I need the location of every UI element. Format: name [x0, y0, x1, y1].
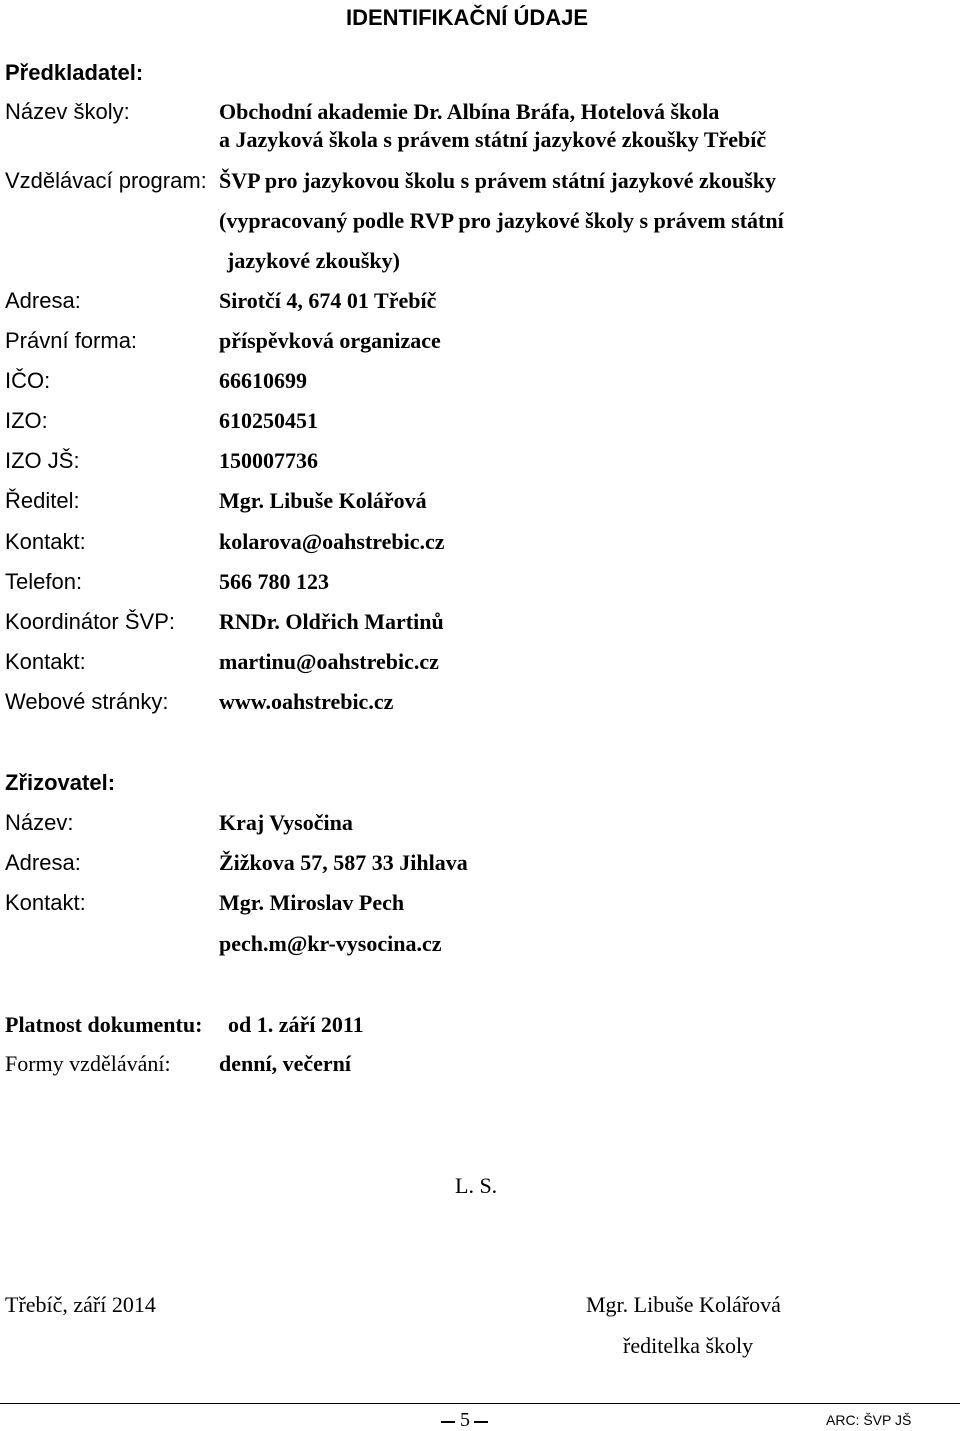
seal-placeholder: L. S.: [455, 1173, 498, 1198]
value-formy: denní, večerní: [219, 1051, 351, 1076]
label-telefon: Telefon:: [5, 569, 83, 594]
label-ico: IČO:: [5, 368, 51, 393]
label-nazev-skoly: Název školy:: [5, 99, 130, 124]
value-nazev-skoly-line2: a Jazyková škola s právem státní jazykové zkoušky Třebíč: [219, 127, 767, 152]
page-number-dash-left: [441, 1421, 455, 1423]
value-ico: 66610699: [219, 368, 307, 393]
label-platnost: Platnost dokumentu:: [5, 1012, 203, 1037]
value-webove-stranky: www.oahstrebic.cz: [219, 689, 394, 714]
label-zrizovatel-kontakt: Kontakt:: [5, 890, 86, 915]
page-number-dash-right: [474, 1421, 488, 1423]
page-title: IDENTIFIKAČNÍ ÚDAJE: [346, 5, 589, 30]
value-telefon: 566 780 123: [219, 569, 329, 594]
label-kontakt-koordinator: Kontakt:: [5, 649, 86, 674]
footer-rule: [0, 1403, 960, 1404]
label-webove-stranky: Webové stránky:: [5, 689, 169, 714]
label-adresa: Adresa:: [5, 288, 81, 313]
value-zrizovatel-kontakt-name: Mgr. Miroslav Pech: [219, 890, 405, 915]
page-number: 5: [460, 1409, 470, 1431]
label-vzdelavaci-program: Vzdělávací program:: [5, 168, 207, 193]
signatory-role: ředitelka školy: [623, 1333, 754, 1358]
section-heading-predkladatel: Předkladatel:: [5, 60, 144, 85]
value-reditel: Mgr. Libuše Kolářová: [219, 488, 427, 513]
value-kontakt-reditel: kolarova@oahstrebic.cz: [219, 529, 445, 554]
value-nazev-skoly-line1: Obchodní akademie Dr. Albína Bráfa, Hotelová škola: [219, 99, 720, 124]
value-izo-js: 150007736: [219, 448, 318, 473]
section-heading-zrizovatel: Zřizovatel:: [5, 770, 116, 795]
value-zrizovatel-nazev: Kraj Vysočina: [219, 810, 353, 835]
value-vzdelavaci-program-line1: ŠVP pro jazykovou školu s právem státní jazykové zkoušky: [219, 168, 776, 193]
footer-doc-code: ARC: ŠVP JŠ: [826, 1412, 912, 1428]
label-reditel: Ředitel:: [5, 488, 80, 513]
label-zrizovatel-nazev: Název:: [5, 810, 74, 835]
value-koordinator: RNDr. Oldřich Martinů: [219, 609, 444, 634]
value-izo: 610250451: [219, 408, 318, 433]
label-formy: Formy vzdělávání:: [5, 1051, 171, 1076]
label-izo: IZO:: [5, 408, 48, 433]
label-pravni-forma: Právní forma:: [5, 328, 138, 353]
label-zrizovatel-adresa: Adresa:: [5, 850, 81, 875]
label-koordinator: Koordinátor ŠVP:: [5, 609, 175, 634]
value-zrizovatel-kontakt-email: pech.m@kr-vysocina.cz: [219, 931, 442, 956]
value-adresa: Sirotčí 4, 674 01 Třebíč: [219, 288, 437, 313]
label-izo-js: IZO JŠ:: [5, 448, 80, 473]
value-zrizovatel-adresa: Žižkova 57, 587 33 Jihlava: [219, 850, 468, 875]
label-kontakt-reditel: Kontakt:: [5, 529, 86, 554]
signatory-name: Mgr. Libuše Kolářová: [586, 1292, 781, 1317]
value-kontakt-koordinator: martinu@oahstrebic.cz: [219, 649, 439, 674]
value-vzdelavaci-program-line2: (vypracovaný podle RVP pro jazykové školy s právem státní: [219, 208, 784, 233]
value-pravni-forma: příspěvková organizace: [219, 328, 441, 353]
place-date: Třebíč, září 2014: [5, 1292, 156, 1317]
value-vzdelavaci-program-line3: jazykové zkoušky): [227, 248, 400, 273]
value-platnost: od 1. září 2011: [228, 1012, 364, 1037]
